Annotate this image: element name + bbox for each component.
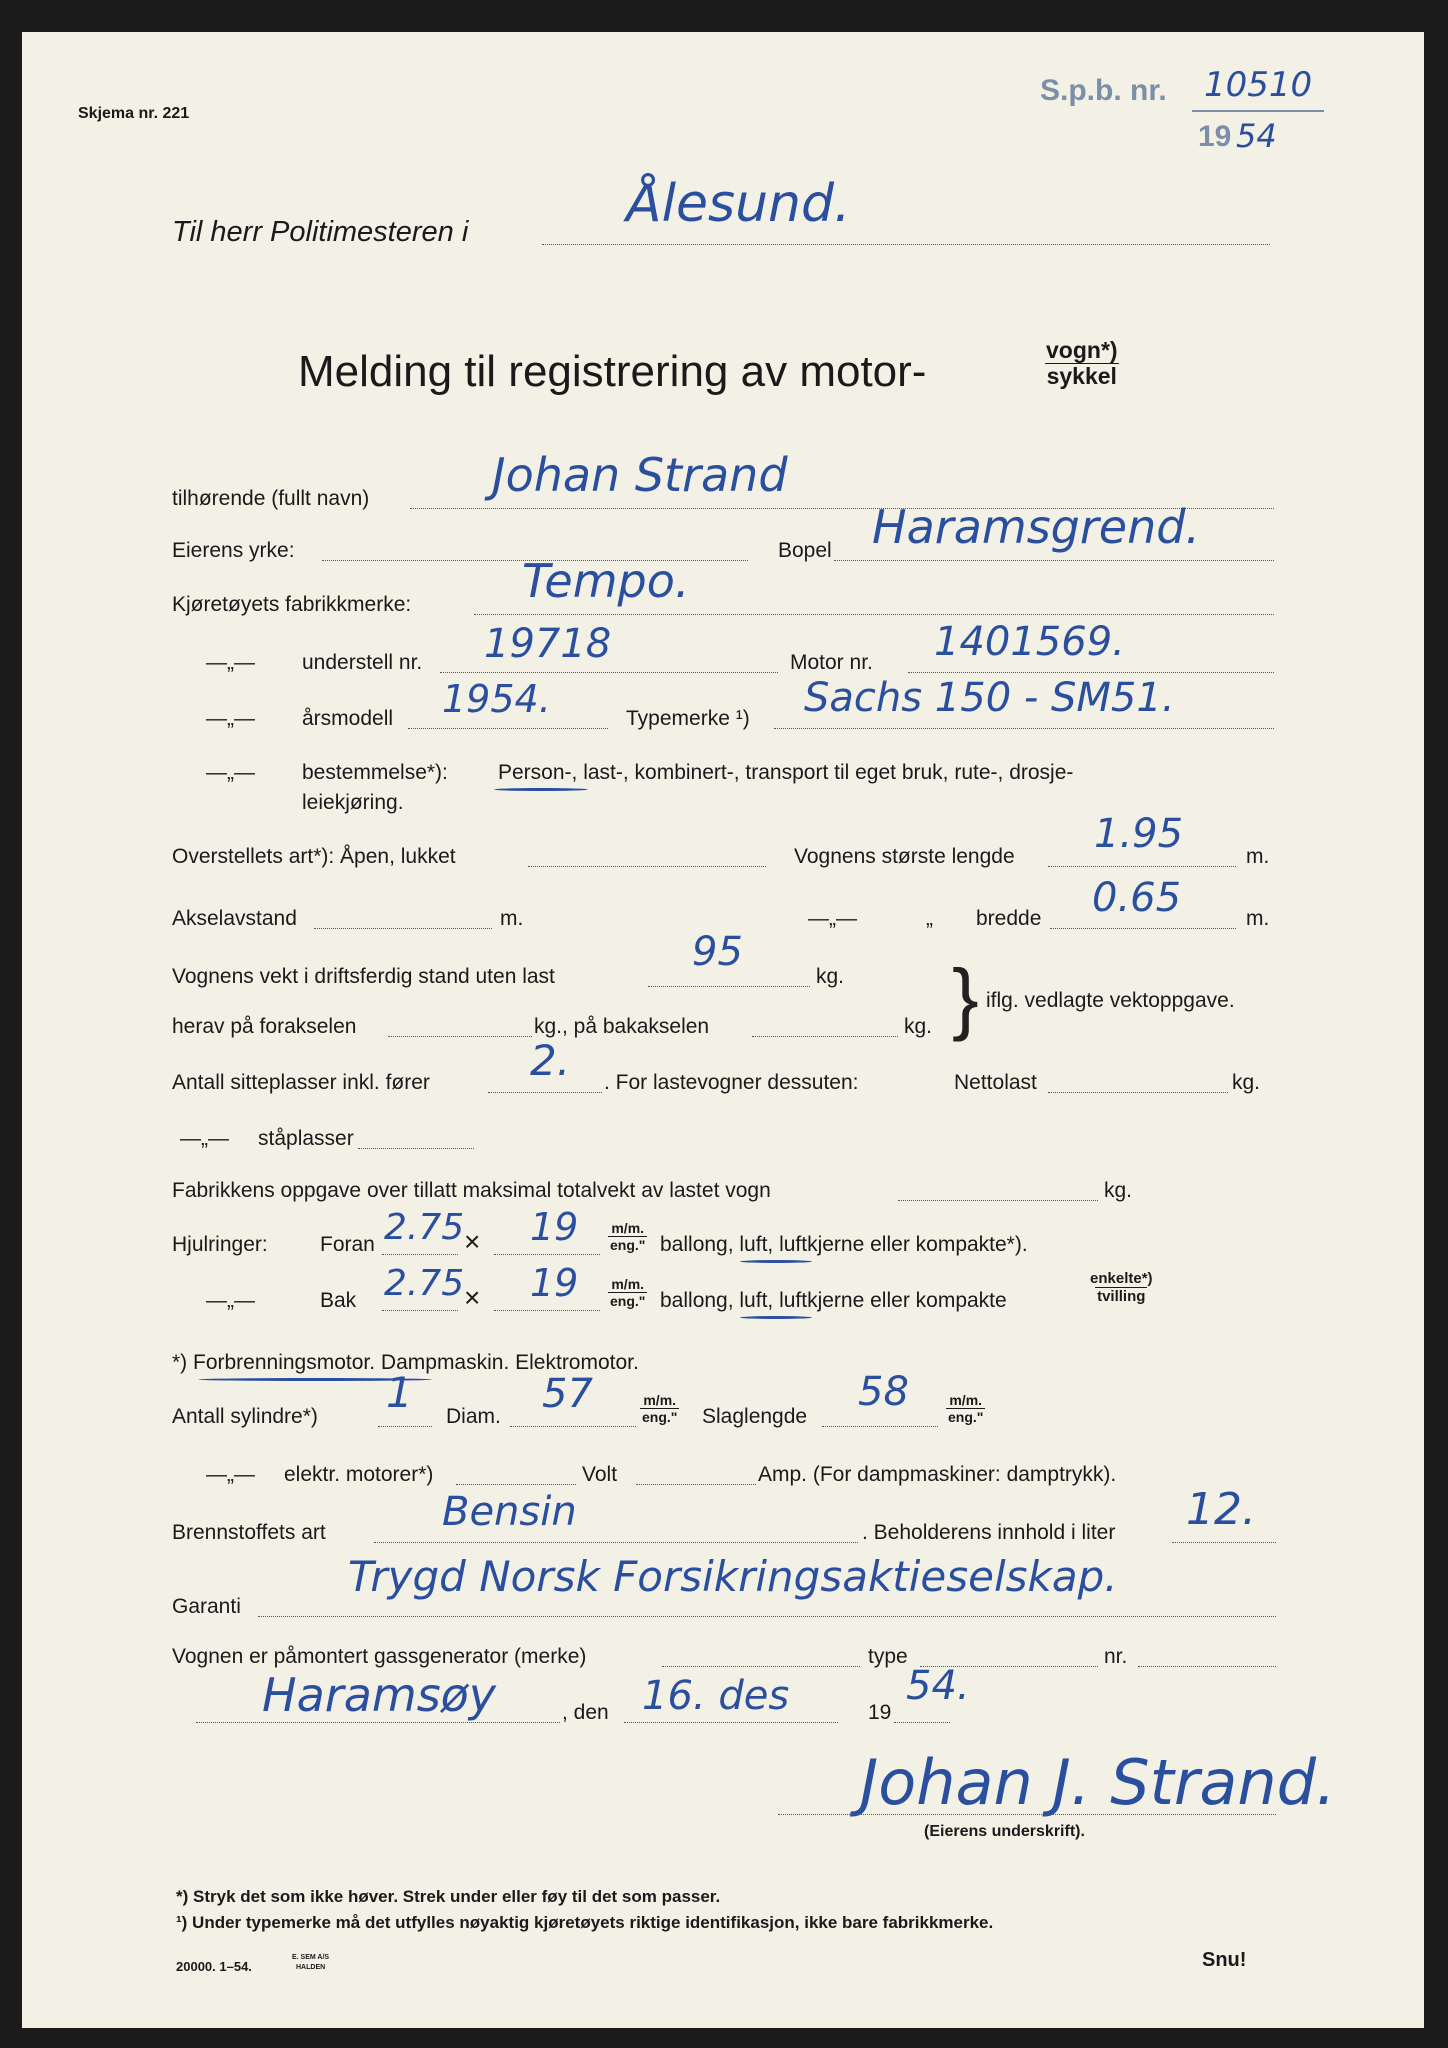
body-label: Overstellets art*): Åpen, lukket: [172, 845, 456, 868]
front-axle-line: [388, 1036, 532, 1037]
diam-mm: m/m.: [643, 1392, 677, 1408]
electric-line: [456, 1484, 576, 1485]
width-quote: „: [926, 907, 933, 930]
year-line: [894, 1722, 950, 1723]
net-load-label: Nettolast: [954, 1071, 1037, 1094]
weight-unit: kg.: [816, 965, 845, 988]
front-width-line: [382, 1254, 458, 1255]
title-frac-bottom: sykkel: [1046, 363, 1117, 389]
turn-over: Snu!: [1202, 1949, 1247, 1971]
diam-label: Diam.: [446, 1405, 501, 1428]
gas-nr-line: [1138, 1666, 1276, 1667]
year-value: 54.: [906, 1663, 970, 1709]
length-value: 1.95: [1094, 811, 1184, 857]
purpose-text-1: Person-, last-, kombinert-, transport til eget bruk, rute-, drosje-: [498, 761, 1074, 784]
ditto-4: —„—: [808, 907, 857, 930]
form-sheet: [22, 32, 1424, 2028]
spb-label: S.p.b. nr.: [1040, 74, 1167, 107]
front-diam-line: [494, 1254, 600, 1255]
printer-name: E. SEM A/S: [292, 1954, 330, 1961]
owner-label: tilhørende (fullt navn): [172, 487, 370, 510]
rear-axle-unit: kg.: [904, 1015, 933, 1038]
seats-label: Antall sitteplasser inkl. fører: [172, 1071, 430, 1094]
rear-eng: eng.": [610, 1293, 646, 1309]
front-tyre-text: ballong, luft, luftkjerne eller kompakte*).: [660, 1233, 1028, 1256]
make-value: Tempo.: [522, 554, 690, 608]
make-label: Kjøretøyets fabrikkmerke:: [172, 593, 412, 616]
signature-line: [778, 1814, 1276, 1815]
max-weight-line: [898, 1200, 1098, 1201]
wheels-label: Hjulringer:: [172, 1233, 268, 1256]
single-twin-fraction: [1088, 1270, 1155, 1305]
date-line: [624, 1722, 838, 1723]
insurance-value: Trygd Norsk Forsikringsaktieselskap.: [348, 1552, 1118, 1601]
net-load-unit: kg.: [1232, 1071, 1261, 1094]
gas-nr-label: nr.: [1104, 1645, 1128, 1668]
type-line: [774, 728, 1274, 729]
spb-number: 10510: [1204, 65, 1313, 105]
spb-year-printed: 19: [1198, 120, 1232, 153]
rear-unit-fraction: [608, 1276, 647, 1309]
front-cross: ×: [464, 1226, 481, 1257]
spb-year-written: 54: [1236, 117, 1277, 155]
amp-label: Amp. (For dampmaskiner: damptrykk).: [758, 1463, 1117, 1486]
cylinders-label: Antall sylindre*): [172, 1405, 318, 1428]
tank-label: . Beholderens innhold i liter: [862, 1521, 1116, 1544]
ditto-6: —„—: [206, 1289, 255, 1312]
occupation-label: Eierens yrke:: [172, 539, 295, 562]
weight-note: iflg. vedlagte vektoppgave.: [986, 989, 1235, 1012]
tank-line: [1172, 1542, 1276, 1543]
volt-label: Volt: [582, 1463, 618, 1486]
standing-label: ståplasser: [258, 1127, 354, 1150]
length-label: Vognens største lengde: [794, 845, 1015, 868]
weight-brace: }: [952, 953, 979, 1042]
gas-line: [662, 1666, 860, 1667]
signature-caption: (Eierens underskrift).: [924, 1823, 1085, 1840]
width-label: bredde: [976, 907, 1042, 930]
motor-types: *) Forbrenningsmotor. Dampmaskin. Elektromotor.: [172, 1351, 639, 1374]
standing-line: [358, 1148, 474, 1149]
purpose-label: bestemmelse*):: [302, 761, 448, 784]
width-value: 0.65: [1092, 875, 1182, 921]
model-year-line: [408, 728, 608, 729]
ditto-1: —„—: [206, 651, 255, 674]
year-label: 19: [868, 1701, 892, 1724]
seats-line: [488, 1092, 602, 1093]
twin-label: tvilling: [1097, 1288, 1146, 1305]
ditto-7: —„—: [206, 1463, 255, 1486]
ditto-5: —„—: [180, 1127, 229, 1150]
title-vehicle-fraction: [1044, 338, 1120, 389]
diam-value: 57: [542, 1371, 593, 1417]
tank-value: 12.: [1186, 1484, 1256, 1535]
length-line: [1048, 866, 1236, 867]
weight-label: Vognens vekt i driftsferdig stand uten last: [172, 965, 555, 988]
stroke-label: Slaglengde: [702, 1405, 808, 1428]
engine-value: 1401569.: [934, 619, 1125, 665]
rear-axle-label: kg., på bakakselen: [534, 1015, 710, 1038]
electric-label: elektr. motorer*): [284, 1463, 434, 1486]
body-line: [528, 866, 766, 867]
chassis-value: 19718: [484, 621, 612, 667]
insurance-line: [258, 1616, 1276, 1617]
ditto-2: —„—: [206, 707, 255, 730]
date-value: 16. des: [642, 1673, 790, 1719]
form-number: Skjema nr. 221: [78, 105, 190, 122]
stroke-unit-fraction: [946, 1392, 985, 1425]
purpose-underline: [494, 788, 588, 791]
front-axle-label: herav på forakselen: [172, 1015, 357, 1038]
gas-label: Vognen er påmontert gassgenerator (merke): [172, 1645, 587, 1668]
weight-value: 95: [692, 929, 743, 975]
type-value: Sachs 150 - SM51.: [804, 675, 1175, 721]
rear-diam-value: 19: [530, 1261, 579, 1305]
rear-cross: ×: [464, 1282, 481, 1313]
length-unit: m.: [1246, 845, 1270, 868]
max-weight-label: Fabrikkens oppgave over tillatt maksimal totalvekt av lastet vogn: [172, 1179, 771, 1202]
owner-value: Johan Strand: [492, 448, 788, 502]
wheelbase-label: Akselavstand: [172, 907, 297, 930]
gas-type-label: type: [868, 1645, 908, 1668]
spb-line: [1192, 110, 1324, 112]
stroke-value: 58: [858, 1369, 909, 1415]
addressee-line: [542, 244, 1270, 245]
print-info: 20000. 1–54.: [176, 1959, 252, 1974]
weight-line: [648, 986, 810, 987]
stroke-line: [822, 1426, 938, 1427]
model-year-label: årsmodell: [302, 707, 394, 730]
stroke-eng: eng.": [948, 1409, 984, 1425]
front-diam-value: 19: [530, 1205, 579, 1249]
cylinders-line: [378, 1426, 432, 1427]
residence-line: [834, 560, 1274, 561]
width-line: [1050, 928, 1236, 929]
ditto-3: —„—: [206, 761, 255, 784]
addressee-value: Ålesund.: [626, 174, 851, 234]
front-tyre-underline: [740, 1260, 812, 1263]
engine-line: [908, 672, 1274, 673]
wheelbase-line: [314, 928, 492, 929]
footnote-2: ¹) Under typemerke må det utfylles nøyaktig kjøretøyets riktige identifikasjon, ikke bare fabrikkmerke.: [176, 1913, 994, 1932]
chassis-line: [440, 672, 778, 673]
residence-label: Bopel: [778, 539, 832, 562]
wheels-rear-label: Bak: [320, 1289, 357, 1312]
net-load-line: [1048, 1092, 1228, 1093]
engine-label: Motor nr.: [790, 651, 873, 674]
model-year-value: 1954.: [442, 677, 551, 721]
chassis-label: understell nr.: [302, 651, 423, 674]
diam-unit-fraction: [640, 1392, 679, 1425]
purpose-text-2: leiekjøring.: [302, 791, 404, 814]
single-label: enkelte*): [1090, 1270, 1153, 1287]
place-value: Haramsøy: [262, 1668, 497, 1722]
footnote-1: *) Stryk det som ikke høver. Strek under eller føy til det som passer.: [176, 1887, 721, 1906]
rear-width-line: [382, 1310, 458, 1311]
rear-width-value: 2.75: [384, 1263, 465, 1304]
insurance-label: Garanti: [172, 1595, 241, 1618]
addressee-label: Til herr Politimesteren i: [172, 216, 469, 248]
wheels-front-label: Foran: [320, 1233, 375, 1256]
fuel-value: Bensin: [442, 1489, 577, 1535]
type-label: Typemerke ¹): [626, 707, 750, 730]
cylinders-value: 1: [386, 1368, 413, 1417]
seats-value: 2.: [530, 1036, 571, 1085]
residence-value: Haramsgrend.: [872, 500, 1201, 554]
date-label: , den: [562, 1701, 609, 1724]
owner-signature: Johan J. Strand.: [860, 1746, 1336, 1819]
front-width-value: 2.75: [384, 1207, 465, 1248]
form-title: Melding til registrering av motor-: [298, 347, 927, 396]
volt-line: [636, 1484, 756, 1485]
rear-tyre-text: ballong, luft, luftkjerne eller kompakte: [660, 1289, 1007, 1312]
rear-diam-line: [494, 1310, 600, 1311]
place-line: [196, 1722, 560, 1723]
front-unit-fraction: [608, 1220, 647, 1253]
rear-axle-line: [752, 1036, 898, 1037]
front-eng: eng.": [610, 1237, 646, 1253]
diam-line: [510, 1426, 636, 1427]
max-weight-unit: kg.: [1104, 1179, 1133, 1202]
fuel-line: [374, 1542, 858, 1543]
printer-city: HALDEN: [296, 1964, 326, 1971]
width-unit: m.: [1246, 907, 1270, 930]
diam-eng: eng.": [642, 1409, 678, 1425]
trucks-label: . For lastevogner dessuten:: [604, 1071, 859, 1094]
make-line: [474, 614, 1274, 615]
title-frac-top: vogn*): [1046, 337, 1118, 363]
rear-mm: m/m.: [611, 1276, 645, 1292]
rear-tyre-underline: [740, 1316, 812, 1319]
front-mm: m/m.: [611, 1220, 645, 1236]
fuel-label: Brennstoffets art: [172, 1521, 326, 1544]
wheelbase-unit: m.: [500, 907, 524, 930]
stroke-mm: m/m.: [949, 1392, 983, 1408]
